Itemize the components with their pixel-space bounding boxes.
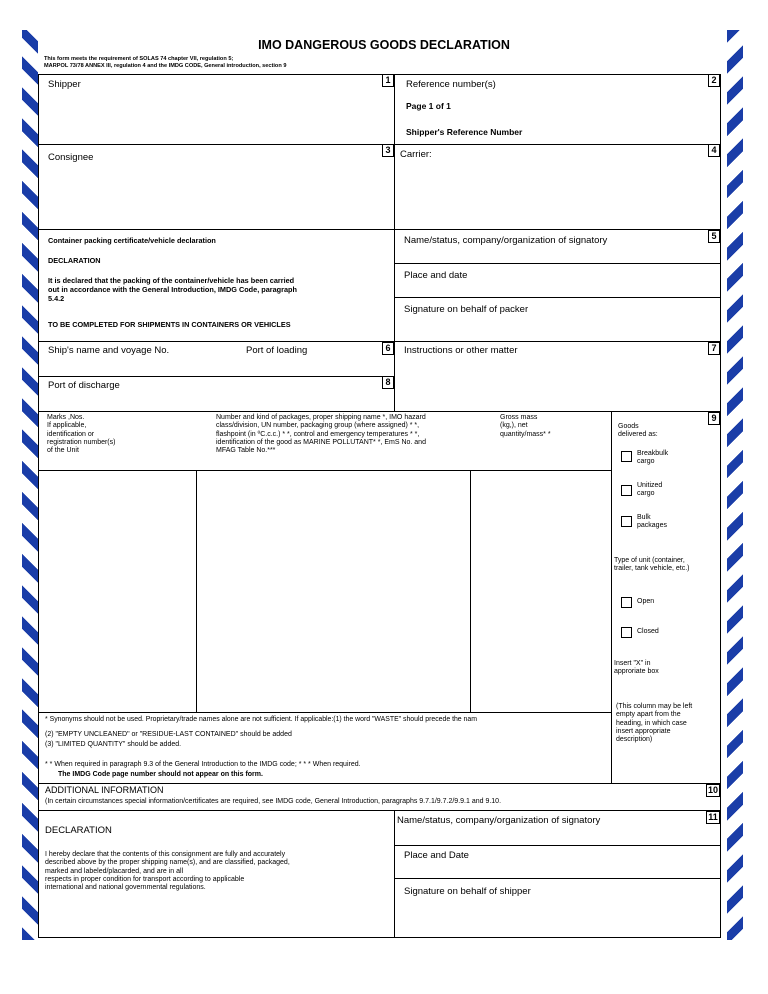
label-line: Bulk [637, 514, 651, 521]
line-footnotes [38, 712, 611, 713]
box-number-11: 11 [706, 811, 720, 824]
label-line: cargo [637, 458, 655, 466]
line-additional [38, 783, 721, 784]
subtitle-line: This form meets the requirement of SOLAS 74 chapter VII, regulation 5; [44, 56, 234, 62]
shipper-signatory-label[interactable]: Name/status, company/organization of signatory [397, 815, 601, 826]
line-port [38, 376, 395, 377]
header-line: quantity/mass* * [500, 430, 551, 438]
line-goods [38, 411, 721, 412]
port-of-discharge-label[interactable]: Port of discharge [48, 380, 120, 391]
box-number-6: 6 [382, 342, 394, 355]
label-line: Goods [618, 423, 639, 430]
page-indicator: Page 1 of 1 [406, 101, 451, 111]
text-line: I hereby declare that the contents of this consignment are fully and accurately [45, 851, 286, 858]
right-border-stripe [727, 30, 743, 940]
footnote-4: * * When required in paragraph 9.3 of the General Introduction to the IMDG code; * * * When required. [45, 761, 361, 768]
breakbulk-label [637, 450, 668, 467]
divider-goods-3 [611, 411, 612, 783]
box-number-8: 8 [382, 376, 394, 389]
shipper-signature-label[interactable]: Signature on behalf of shipper [404, 886, 531, 897]
packages-column-header [216, 414, 426, 455]
text-line: marked and labeled/placarded, and are in all [45, 867, 184, 875]
declaration-text [45, 851, 290, 892]
unitized-checkbox[interactable] [621, 485, 632, 496]
mass-column-header [500, 414, 551, 439]
header-line: registration number(s) [47, 438, 116, 446]
footnote-3: (3) "LIMITED QUANTITY" should be added. [45, 741, 182, 748]
shipper-field[interactable] [40, 90, 392, 142]
line-place [394, 263, 721, 264]
label-line: Unitized [637, 482, 663, 489]
closed-checkbox[interactable] [621, 627, 632, 638]
frame-left [38, 74, 39, 938]
form-title: IMO DANGEROUS GOODS DECLARATION [258, 38, 510, 52]
bulk-label [637, 514, 667, 531]
packing-certificate-title: Container packing certificate/vehicle declaration [48, 236, 216, 245]
line-ship [38, 341, 721, 342]
footnote-5: The IMDG Code page number should not appear on this form. [58, 771, 263, 778]
left-border-stripe [22, 30, 38, 940]
packer-place-date-label[interactable]: Place and date [404, 270, 468, 281]
header-line: of the Unit [47, 447, 79, 455]
marks-field[interactable] [40, 472, 195, 710]
line-packing [38, 229, 721, 230]
header-line: (kg,), net [500, 422, 528, 430]
packer-signatory-label[interactable]: Name/status, company/organization of signatory [404, 235, 608, 246]
text-line: It is declared that the packing of the container/vehicle has been carried [48, 276, 295, 285]
box-number-2: 2 [708, 74, 720, 87]
open-checkbox[interactable] [621, 597, 632, 608]
reference-numbers-label: Reference number(s) [406, 79, 496, 90]
packing-declaration-heading: DECLARATION [48, 256, 101, 265]
label-line: insert appropriate [616, 727, 671, 735]
unitized-label [637, 482, 662, 499]
packages-field[interactable] [198, 472, 469, 710]
text-line: described above by the proper shipping name(s), and are classified, packaged, [45, 859, 290, 867]
packing-note: TO BE COMPLETED FOR SHIPMENTS IN CONTAINERS OR VEHICLES [48, 320, 291, 329]
label-line: delivered as: [618, 431, 658, 439]
unit-type-label [614, 557, 689, 574]
box-number-5: 5 [708, 230, 720, 243]
header-line: identification or [47, 430, 95, 438]
declaration-title: DECLARATION [45, 825, 112, 836]
instructions-label[interactable]: Instructions or other matter [404, 345, 518, 356]
label-line: description) [616, 736, 653, 744]
divider-goods-2 [470, 470, 471, 712]
goods-delivered-label [618, 423, 658, 440]
insert-x-label [614, 660, 659, 677]
consignee-field[interactable] [40, 166, 392, 226]
consignee-label: Consignee [48, 152, 94, 163]
header-line: MFAG Table No.*** [216, 447, 276, 455]
additional-information-text[interactable]: (In certain circumstances special information/certificates are required, see IMDG code, General Introduction, paragraphs 9.7.1/9.7.2/9.9.1 and 9.10. [45, 798, 502, 805]
shipper-label: Shipper [48, 79, 81, 90]
footnote-2: (2) "EMPTY UNCLEANED" or "RESIDUE-LAST CONTAINED" should be added [45, 731, 292, 738]
line-signature [394, 297, 721, 298]
box-number-9: 9 [708, 412, 720, 425]
footnote-1: * Synonyms should not be used. Proprietary/trade names alone are not sufficient. If applicable:(1) the word "WASTE" should precede the nam [45, 716, 477, 723]
packing-declaration-text [48, 276, 297, 303]
divider-goods-1 [196, 470, 197, 712]
form-subtitle [44, 56, 286, 70]
header-line: identification of the good as MARINE POLLUTANT* *, EmS No. and [216, 438, 426, 446]
divider-bottom-middle [394, 810, 395, 938]
label-line: packages [637, 522, 667, 530]
header-line: flashpoint (in ºC.c.c.) * *, control and emergency temperatures * *, [216, 430, 420, 438]
label-line: (This column may be left [616, 703, 693, 710]
line-top [38, 74, 721, 75]
closed-label: Closed [637, 628, 659, 635]
shipper-place-date-label[interactable]: Place and Date [404, 850, 469, 861]
label-line: Breakbulk [637, 450, 669, 457]
box-number-4: 4 [708, 144, 720, 157]
label-line: Type of unit (container, [614, 557, 685, 564]
text-line: respects in proper condition for transport according to applicable [45, 875, 245, 883]
header-line: class/division, UN number, packaging group (where assigned) * *, [216, 422, 420, 430]
box-number-3: 3 [382, 144, 394, 157]
header-line: Marks ,Nos. [47, 414, 85, 421]
text-line: out in accordance with the General Introduction, IMDG Code, paragraph [48, 285, 297, 294]
line-bottom-place [394, 845, 721, 846]
column-note [616, 703, 692, 744]
line-declaration [38, 810, 721, 811]
packer-signature-label[interactable]: Signature on behalf of packer [404, 304, 529, 315]
bulk-checkbox[interactable] [621, 516, 632, 527]
label-line: approriate box [614, 668, 659, 676]
carrier-label: Carrier: [400, 149, 432, 160]
line-consignee [38, 144, 721, 145]
shipper-reference-label[interactable]: Shipper's Reference Number [406, 127, 523, 137]
label-line: Insert "X" in [614, 660, 651, 667]
carrier-field[interactable] [396, 162, 718, 226]
additional-information-label: ADDITIONAL INFORMATION [45, 785, 164, 795]
frame-right [720, 74, 721, 938]
box-number-1: 1 [382, 74, 394, 87]
mass-field[interactable] [472, 472, 610, 710]
label-line: trailer, tank vehicle, etc.) [614, 565, 690, 573]
ship-name-voyage-label[interactable]: Ship's name and voyage No. [48, 345, 170, 356]
header-line: Number and kind of packages, proper shipping name *, IMO hazard [216, 414, 426, 421]
line-bottom [38, 937, 721, 938]
header-line: Gross mass [500, 414, 538, 421]
line-goods-header [38, 470, 611, 471]
marks-column-header [47, 414, 115, 455]
port-of-loading-label[interactable]: Port of loading [246, 345, 308, 356]
box-number-10: 10 [707, 785, 718, 795]
breakbulk-checkbox[interactable] [621, 451, 632, 462]
subtitle-line: MARPOL 73/78 ANNEX III, regulation 4 and the IMDG CODE, General introduction, section 9 [44, 63, 287, 69]
label-line: cargo [637, 490, 655, 498]
text-line: international and national governmental regulations. [45, 884, 206, 892]
line-bottom-signature [394, 878, 721, 879]
label-line: heading, in which case [616, 719, 687, 727]
box-number-7: 7 [708, 342, 720, 355]
divider-top-middle [394, 74, 395, 412]
open-label: Open [637, 598, 655, 605]
header-line: If applicable, [47, 422, 87, 430]
label-line: empty apart from the [616, 711, 681, 719]
text-line: 5.4.2 [48, 294, 65, 303]
